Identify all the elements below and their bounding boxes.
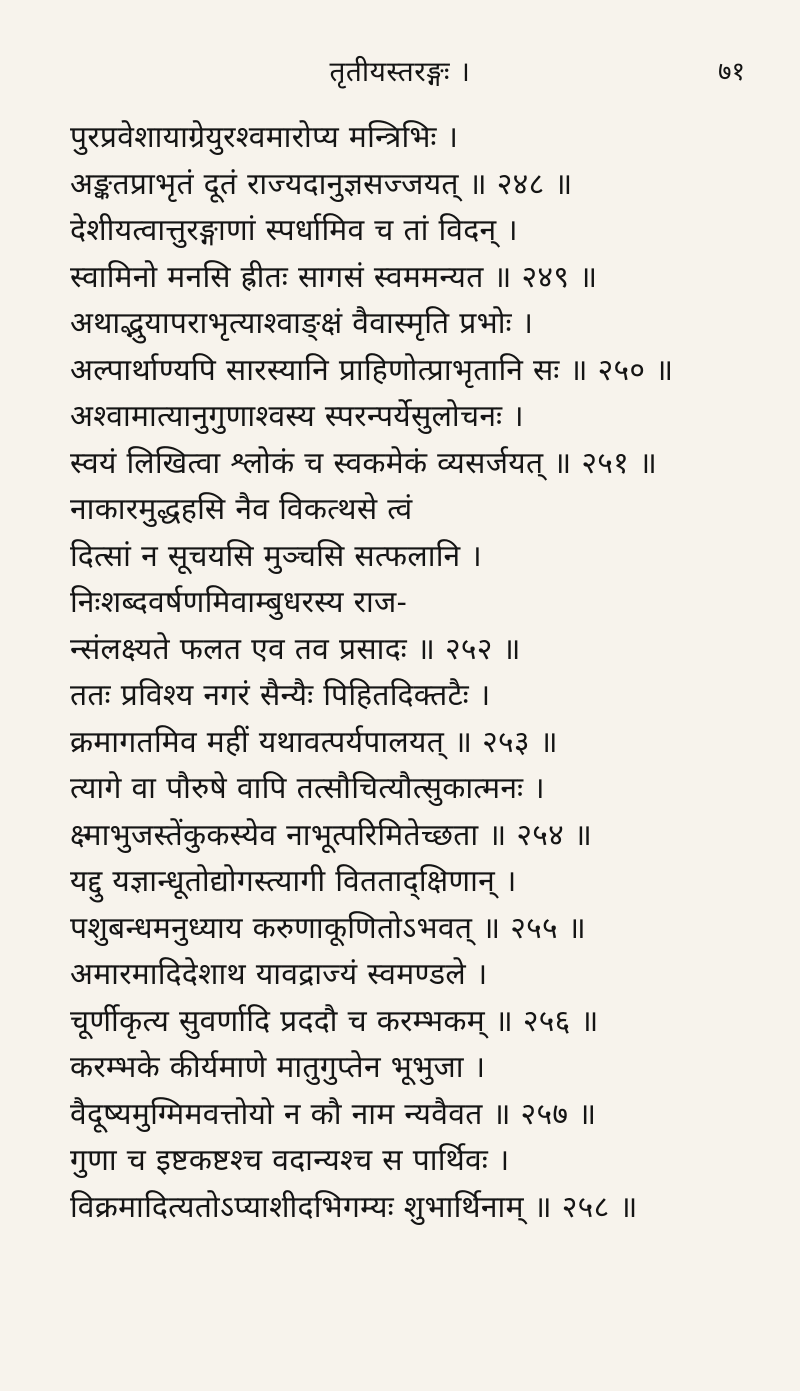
verse-line: नाकारमुद्धहसि नैव विकत्थसे त्वं	[70, 492, 413, 527]
verse-line: अमारमादिदेशाथ यावद्राज्यं स्वमण्डले ।	[70, 957, 488, 992]
verse-line: ततः प्रविश्य नगरं सैन्यैः पिहितदिक्तटैः ।	[70, 678, 491, 713]
verse-line: अथाद्भुयापराभृत्याश्वाङ्क्षं वैवास्मृति प्रभोः ।	[70, 306, 534, 341]
running-title: तृतीयस्तरङ्गः ।	[329, 55, 471, 88]
verse-line: चूर्णीकृत्य सुवर्णादि प्रददौ च करम्भकम् ॥ २५६ ॥	[70, 1003, 599, 1039]
verse-line: पशुबन्धमनुध्याय करुणाकूणितोऽभवत् ॥ २५५ ॥	[70, 910, 587, 946]
verse-line: विक्रमादित्यतोऽप्याशीदभिगम्यः शुभार्थिनाम् ॥ २५८ ॥	[70, 1189, 638, 1225]
verse-line: क्रमागतमिव महीं यथावत्पर्यपालयत् ॥ २५३ ॥	[70, 724, 558, 760]
verse-line: स्वामिनो मनसि ह्रीतः सागसं स्वममन्यत ॥ २४९ ॥	[70, 259, 598, 295]
verse-line: यद्दु यज्ञान्धूतोद्योगस्त्यागी वितताद्क्षिणान् ।	[70, 864, 517, 899]
page-header	[0, 52, 800, 92]
verse-line: करम्भके कीर्यमाणे मातुगुप्तेन भूभुजा ।	[70, 1050, 486, 1085]
verse-line: न्संलक्ष्यते फलत एव तव प्रसादः ॥ २५२ ॥	[70, 631, 521, 667]
verse-line: स्वयं लिखित्वा श्लोकं च स्वकमेकं व्यसर्जयत् ॥ २५१ ॥	[70, 445, 658, 481]
verse-line: अश्वामात्यानुगुणाश्वस्य स्परन्पर्येसुलोचनः ।	[70, 399, 524, 434]
page-number: ७१	[717, 57, 745, 87]
verse-text	[70, 115, 760, 1231]
verse-line: क्ष्माभुजस्तेंकुकस्येव नाभूत्परिमितेच्छता ॥ २५४ ॥	[70, 817, 593, 853]
verse-line: पुरप्रवेशायाग्रेयुरश्वमारोप्य मन्त्रिभिः ।	[70, 120, 459, 155]
verse-line: देशीयत्वात्तुरङ्गाणां स्पर्धामिव च तां विदन् ।	[70, 213, 518, 248]
verse-line: अल्पार्थाण्यपि सारस्यानि प्राहिणोत्प्राभृतानि सः ॥ २५० ॥	[70, 352, 674, 388]
verse-line: अङ्कतप्राभृतं दूतं राज्यदानुज्ञसज्जयत् ॥ २४८ ॥	[70, 166, 573, 202]
verse-line: वैदूष्यमुग्मिमवत्तोयो न कौ नाम न्यवैवत ॥ २५७ ॥	[70, 1096, 597, 1132]
verse-line: निःशब्दवर्षणमिवाम्बुधरस्य राज-	[70, 585, 408, 620]
verse-line: गुणा च इष्टकष्टश्च वदान्यश्च स पार्थिवः ।	[70, 1143, 510, 1178]
verse-line: त्यागे वा पौरुषे वापि तत्सौचित्यौत्सुकात्मनः ।	[70, 771, 545, 806]
verse-line: दित्सां न सूचयसि मुञ्चसि सत्फलानि ।	[70, 538, 482, 574]
